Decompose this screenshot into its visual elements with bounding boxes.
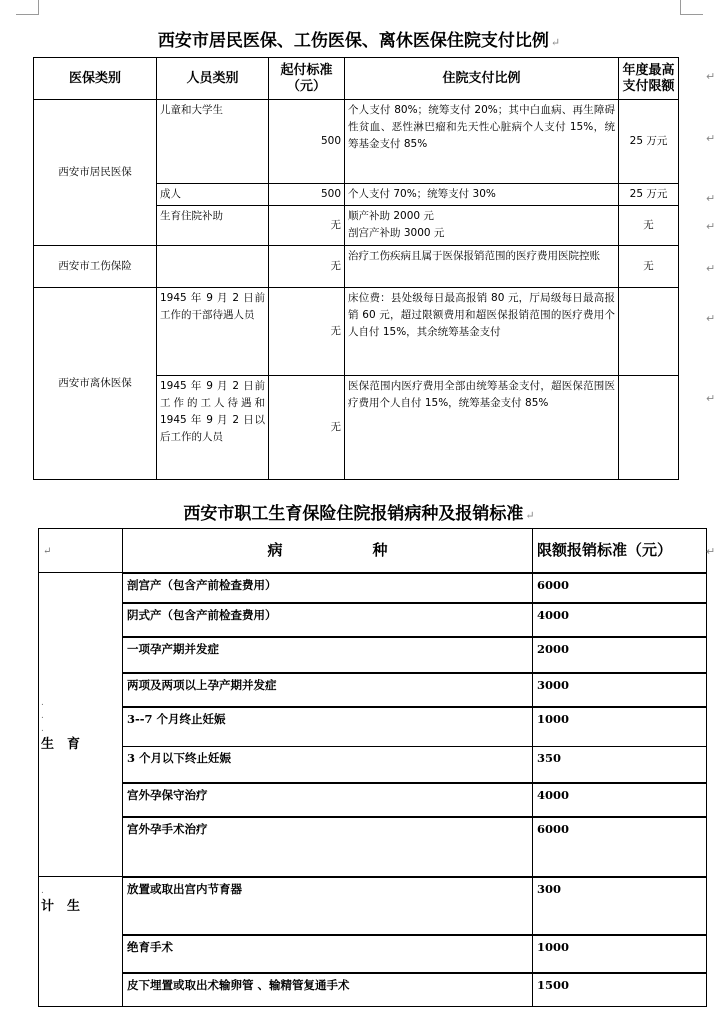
- table-row: [39, 573, 707, 603]
- header-disease: 病 种: [123, 529, 533, 573]
- person-cell: [157, 246, 269, 288]
- table2-title: [0, 499, 718, 524]
- person-cell: 成人: [157, 184, 269, 206]
- disease-cell: 阴式产（包含产前检查费用）: [123, 603, 533, 637]
- table1-header-row: [34, 58, 679, 100]
- amount-cell: 1000: [533, 707, 707, 747]
- category-injury: 西安市工伤保险: [34, 246, 157, 288]
- table-row: [34, 100, 679, 184]
- amount-cell: 350: [533, 747, 707, 783]
- table2-title-text: 西安市职工生育保险住院报销病种及报销标准: [183, 504, 524, 524]
- threshold-cell: 无: [269, 376, 345, 480]
- row-end-mark: ↵: [706, 220, 716, 233]
- disease-cell: 剖宫产（包含产前检查费用）: [123, 573, 533, 603]
- group-label-text: 生 育: [41, 736, 81, 752]
- table-row: [39, 707, 707, 747]
- amount-cell: 4000: [533, 603, 707, 637]
- person-cell: 1945 年 9 月 2 日前工作的工人待遇和 1945 年 9 月 2 日以后工作的人员: [157, 376, 269, 480]
- row-end-mark: ↵: [706, 192, 716, 205]
- limit-cell: 无: [619, 206, 679, 246]
- row-end-mark: ↵: [706, 70, 716, 83]
- threshold-cell: 无: [269, 288, 345, 376]
- header-threshold: 起付标准（元）: [269, 58, 345, 100]
- table-row: [39, 877, 707, 935]
- limit-cell: [619, 288, 679, 376]
- disease-cell: 皮下埋置或取出术输卵管 、输精管复通手术: [123, 973, 533, 1007]
- table1-title-text: 西安市居民医保、工伤医保、离休医保住院支付比例: [157, 31, 549, 51]
- limit-cell: 无: [619, 246, 679, 288]
- ratio-cell: 治疗工伤疾病且属于医保报销范围的医疗费用医院控账: [345, 246, 619, 288]
- limit-cell: 25 万元: [619, 100, 679, 184]
- table-row: [39, 637, 707, 673]
- disease-cell: 3--7 个月终止妊娠: [123, 707, 533, 747]
- amount-cell: 4000: [533, 783, 707, 817]
- header-standard: 限额报销标准（元）: [533, 529, 707, 573]
- page-corner-mark-right: [680, 0, 703, 15]
- limit-cell: 25 万元: [619, 184, 679, 206]
- ratio-cell: 床位费：县处级每日最高报销 80 元，厅局级每日最高报销 60 元，超过限额费用和超医保报销范围的医疗费用个人自付 15%，其余统筹基金支付: [345, 288, 619, 376]
- amount-cell: 1500: [533, 973, 707, 1007]
- table-row: [39, 673, 707, 707]
- ratio-cell: [345, 206, 619, 246]
- group-label-text: 计 生: [41, 899, 81, 914]
- threshold-cell: 500: [269, 100, 345, 184]
- category-retired: 西安市离休医保: [34, 288, 157, 480]
- amount-cell: 3000: [533, 673, 707, 707]
- group-planning-label: [39, 877, 123, 1007]
- table-row: [39, 783, 707, 817]
- person-cell: 生育住院补助: [157, 206, 269, 246]
- header-blank-cell: [39, 529, 123, 573]
- person-cell: 儿童和大学生: [157, 100, 269, 184]
- amount-cell: 6000: [533, 573, 707, 603]
- disease-cell: 放置或取出宫内节育器: [123, 877, 533, 935]
- amount-cell: 1000: [533, 935, 707, 973]
- disease-cell: 一项孕产期并发症: [123, 637, 533, 673]
- paragraph-mark: ↵: [525, 509, 535, 522]
- amount-cell: 300: [533, 877, 707, 935]
- disease-cell: 绝育手术: [123, 935, 533, 973]
- disease-cell: 3 个月以下终止妊娠: [123, 747, 533, 783]
- table-row: [34, 246, 679, 288]
- limit-cell: [619, 376, 679, 480]
- paragraph-dots: . . .: [41, 697, 44, 734]
- ratio-cell: 医保范围内医疗费用全部由统筹基金支付，超医保范围医疗费用个人自付 15%，统筹基金支付 85%: [345, 376, 619, 480]
- group-birth-label: [39, 573, 123, 877]
- row-end-mark: ↵: [706, 392, 716, 405]
- person-cell: 1945 年 9 月 2 日前工作的干部待遇人员: [157, 288, 269, 376]
- header-category: 医保类别: [34, 58, 157, 100]
- table-row: [34, 288, 679, 376]
- header-person: 人员类别: [157, 58, 269, 100]
- threshold-cell: 500: [269, 184, 345, 206]
- page-corner-mark-left: [16, 0, 39, 15]
- table-row: [39, 973, 707, 1007]
- ratio-line: 顺产补助 2000 元: [348, 210, 434, 222]
- header-ratio: 住院支付比例: [345, 58, 619, 100]
- row-end-mark: ↵: [706, 262, 716, 275]
- disease-cell: 两项及两项以上孕产期并发症: [123, 673, 533, 707]
- cell-end-mark: ↵: [43, 546, 52, 557]
- row-end-mark: ↵: [706, 132, 716, 145]
- table2-header-row: [39, 529, 707, 573]
- ratio-cell: 个人支付 80%；统筹支付 20%；其中白血病、再生障碍性贫血、恶性淋巴瘤和先天性心脏病个人支付 15%，统筹基金支付 85%: [345, 100, 619, 184]
- table-row: [39, 817, 707, 877]
- table-row: [39, 603, 707, 637]
- table-row: [39, 935, 707, 973]
- birth-insurance-table: [38, 528, 707, 1007]
- amount-cell: 2000: [533, 637, 707, 673]
- paragraph-mark: ↵: [550, 36, 561, 49]
- disease-cell: 宫外孕手术治疗: [123, 817, 533, 877]
- paragraph-dots: .: [41, 886, 44, 896]
- row-end-mark: ↵: [706, 545, 716, 558]
- row-end-mark: ↵: [706, 312, 716, 325]
- inpatient-payment-table: [33, 57, 679, 480]
- threshold-cell: 无: [269, 246, 345, 288]
- amount-cell: 6000: [533, 817, 707, 877]
- disease-cell: 宫外孕保守治疗: [123, 783, 533, 817]
- ratio-line: 剖宫产补助 3000 元: [348, 227, 445, 239]
- header-limit: 年度最高支付限额: [619, 58, 679, 100]
- table-row: [39, 747, 707, 783]
- category-resident: 西安市居民医保: [34, 100, 157, 246]
- threshold-cell: 无: [269, 206, 345, 246]
- ratio-cell: 个人支付 70%；统筹支付 30%: [345, 184, 619, 206]
- table1-title: [0, 26, 718, 51]
